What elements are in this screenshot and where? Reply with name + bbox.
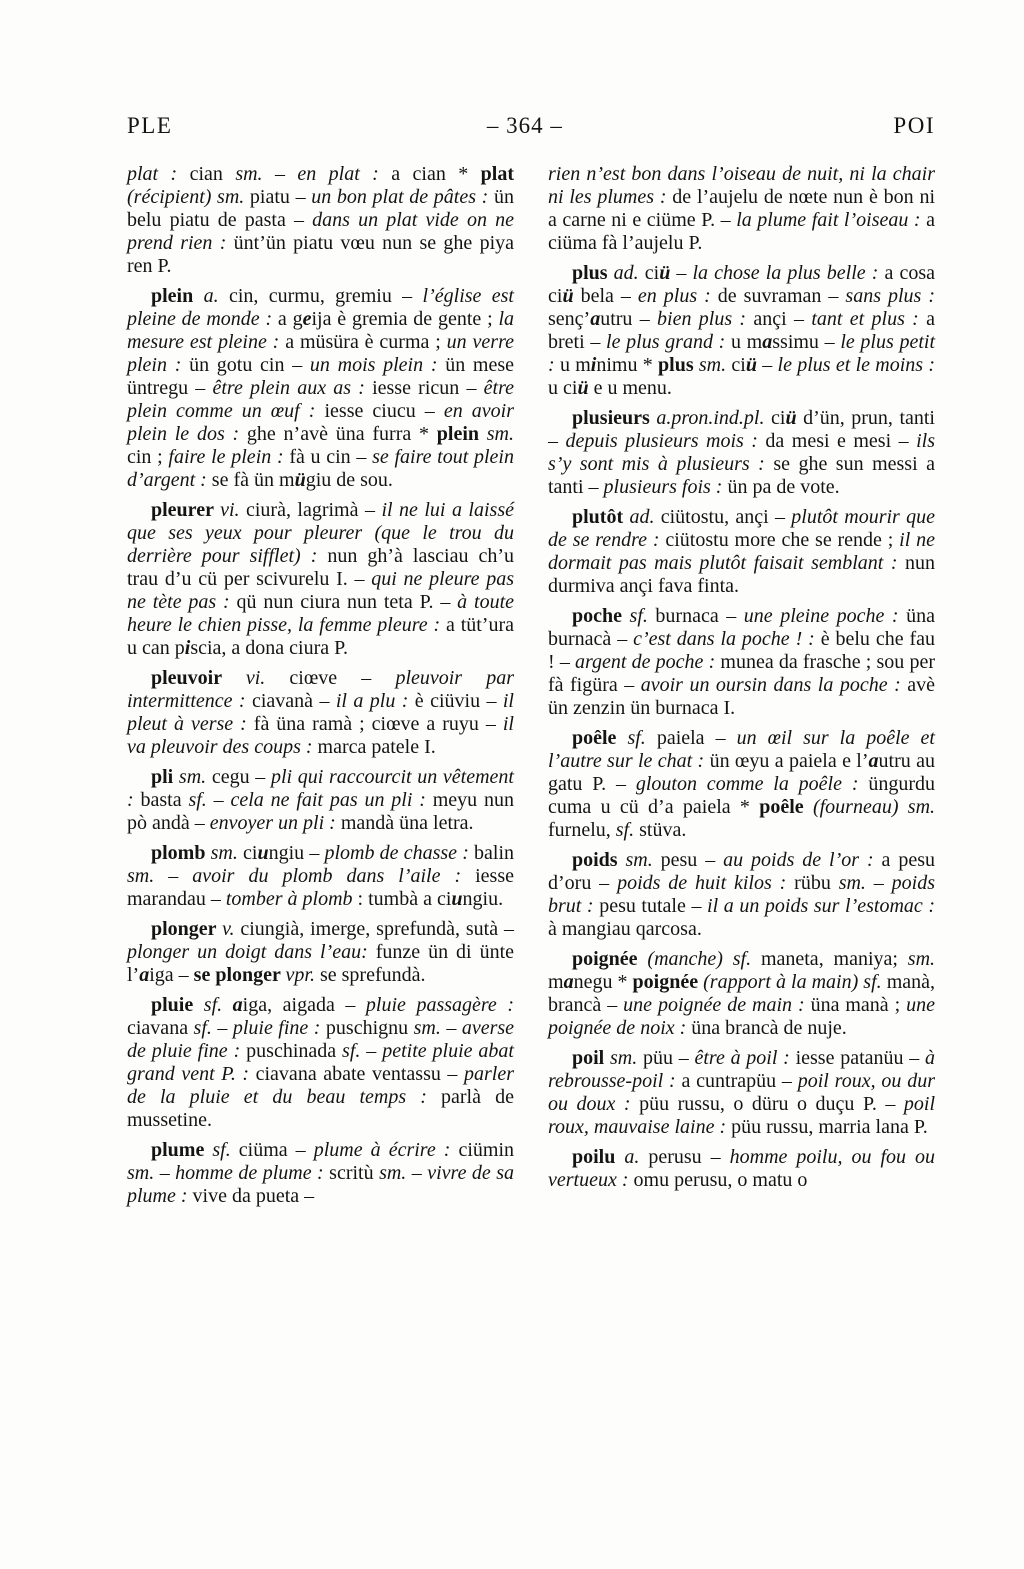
regular-text: ciavana [127,1017,194,1039]
italic-phrase: sans plus : [845,285,935,307]
regular-text: ciavanà – [251,690,336,712]
italic-phrase: dans un plat vide on ne prend rien : [127,209,514,254]
regular-text: avè ün zenzin ün burnaca I. [548,674,935,719]
regular-text: m [548,971,564,993]
stress-letter: i [184,637,191,659]
regular-text: – [360,1040,383,1062]
regular-text: nimu * [596,354,659,376]
italic-phrase: un œil sur la poêle et l’autre sur le chat : [548,727,935,772]
italic-phrase: sm. [907,948,936,970]
headword: poêle [759,796,813,818]
italic-phrase: (fourneau) sm. [812,796,936,818]
italic-phrase: le plus et le moins : [777,354,935,376]
regular-text: a g [277,308,303,330]
dictionary-entry [548,407,935,499]
italic-phrase: sm. [127,865,155,887]
regular-text: mandà üna letra. [340,812,474,834]
italic-phrase: plusieurs fois : [603,476,728,498]
regular-text: ciütostu more che se rende ; [665,529,900,551]
italic-phrase: argent de poche : [574,651,721,673]
regular-text: qü nun ciura nun teta P. – [236,591,458,613]
dictionary-entry [127,499,514,660]
stress-letter: a [868,750,879,772]
italic-phrase: sf. [615,819,635,841]
headword: poids [572,849,626,871]
dictionary-entry [127,667,514,759]
headword: pleurer [151,499,221,521]
headword: plein [151,285,204,307]
italic-phrase: sf. [212,1139,231,1161]
italic-phrase: sf. [342,1040,361,1062]
italic-phrase: sm. [838,872,866,894]
regular-text: ciœve – [265,667,396,689]
regular-text: burnaca – [647,605,744,627]
stress-letter: ü [745,354,757,376]
italic-phrase: ad. [629,506,655,528]
italic-phrase: être plein aux as : [212,377,373,399]
regular-text: fà u cin – [289,446,373,468]
italic-phrase: qui ne pleure pas ne tète pas : [127,568,515,613]
stress-letter: a [762,331,773,353]
regular-text: pesu – [652,849,724,871]
regular-text: – [756,354,778,376]
regular-text: manà, brancà – [548,971,936,1016]
dictionary-entry [548,727,935,842]
italic-phrase: sm. [413,1017,441,1039]
italic-phrase: tant et plus : [811,308,927,330]
stress-letter: i [590,354,597,376]
regular-text: ciümin [458,1139,514,1161]
italic-phrase: l’église est pleine de monde : [127,285,514,330]
stress-letter: a [139,964,150,986]
regular-text: ngiu – [268,842,325,864]
right-column [548,163,935,1215]
regular-text: è belu che fau ! – [548,628,936,673]
regular-text: giu de sou. [305,469,393,491]
italic-phrase: petite pluie abat grand vent P. : [127,1040,514,1085]
dictionary-entry [127,766,514,835]
regular-text: püu – [637,1047,695,1069]
italic-phrase: il pleut à verse : [127,690,514,735]
regular-text: nun durmiva ançi fava finta. [548,552,935,597]
italic-phrase: à toute heure le chien pisse, la femme pleure : [127,591,515,636]
headword: plein [436,423,487,445]
regular-text: cin ; [127,446,169,468]
italic-phrase: sm. [379,1162,407,1184]
italic-phrase: un bon plat de pâtes : [311,186,494,208]
regular-text: nun gh’à lasciau ch’u trau d’u cü per scivurelu I. – [127,545,514,590]
stress-letter: ü [562,285,574,307]
regular-text [222,994,233,1016]
italic-phrase: rien n’est bon dans l’oiseau de nuit, ni la chair ni les plumes : [548,163,935,208]
italic-phrase: se faire tout plein d’argent : [127,446,514,491]
italic-phrase: une poignée de main : [623,994,811,1016]
italic-phrase: ad. [613,262,639,284]
headword: poilu [572,1146,625,1168]
italic-phrase: à rebrousse-poil : [548,1047,936,1092]
italic-phrase: être à poil : [694,1047,796,1069]
regular-text: rübu [794,872,839,894]
regular-text: – [865,872,892,894]
dictionary-entry [548,849,935,941]
regular-text: bela – [573,285,638,307]
italic-phrase: la mesure est pleine : [127,308,514,353]
italic-phrase: sm. [210,842,238,864]
regular-text: furnelu, [548,819,616,841]
regular-text: – [154,1162,176,1184]
regular-text: a breti – [548,308,936,353]
headword: plusieurs [572,407,657,429]
regular-text: a cian * [391,163,481,185]
regular-text: u m [559,354,591,376]
regular-text: u m [731,331,763,353]
stress-letter: ü [659,262,671,284]
regular-text: ün mese üntregu – [127,354,515,399]
dictionary-entry [548,163,935,255]
regular-text: : tumbà a ci [352,888,452,910]
italic-phrase: poids brut : [548,872,935,917]
italic-phrase: sf. [629,605,648,627]
stress-letter: ü [294,469,306,491]
italic-phrase: une poignée de noix : [548,994,935,1039]
regular-text: – [154,865,193,887]
regular-text: parlà de mussetine. [127,1086,514,1131]
italic-phrase: sm. [698,354,727,376]
italic-phrase: sm. [486,423,514,445]
italic-phrase: en avoir plein le dos : [127,400,515,445]
regular-text: cegu – [206,766,271,788]
italic-phrase: a. [624,1146,640,1168]
headword: poêle [572,727,628,749]
italic-phrase: vi. [245,667,266,689]
regular-text: omu perusu, o matu o [633,1169,808,1191]
left-column [127,163,514,1215]
headword: poignée [572,948,648,970]
italic-phrase: la plume fait l’oiseau : [736,209,927,231]
italic-phrase: sm. [127,1162,155,1184]
regular-text: meyu nun pò andà – [127,789,514,834]
regular-text: se ghe sun messi a tanti – [548,453,935,498]
regular-text: ija è gremia de gente ; [311,308,499,330]
regular-text: se fà ün m [211,469,295,491]
dictionary-entry [548,1146,935,1192]
regular-text: d’ün, prun, tanti – [548,407,935,452]
italic-phrase: sf. [188,789,207,811]
regular-text: ci [237,842,258,864]
regular-text: scia, a dona ciura P. [190,637,349,659]
italic-phrase: être plein comme un œuf : [127,377,514,422]
regular-text: püu russu, o düru o duçu P. – [639,1093,904,1115]
regular-text: scritù [329,1162,380,1184]
regular-text: iesse ciucu – [324,400,444,422]
italic-phrase: c’est dans la poche ! : [633,628,821,650]
italic-phrase: la chose la plus belle : [692,262,885,284]
regular-text: stüva. [634,819,687,841]
italic-phrase: a. [203,285,219,307]
italic-phrase: homme poilu, ou fou ou vertueux : [548,1146,935,1191]
regular-text: ci [726,354,746,376]
headword: pleuvoir [151,667,246,689]
regular-text: a cosa ci [548,262,935,307]
headword: plume [151,1139,213,1161]
stress-letter: a [563,971,574,993]
italic-phrase: (récipient) sm. [127,186,245,208]
dictionary-entry [127,1139,514,1208]
dictionary-entry [548,605,935,720]
italic-phrase: plomb de chasse : [324,842,475,864]
regular-text: è ciüviu – [414,690,503,712]
dictionary-entry [548,1047,935,1139]
regular-text: senç’ [548,308,591,330]
page-number: – 364 – [486,113,563,138]
header-left-guideword: PLE [127,113,173,138]
italic-phrase: pleuvoir par intermittence : [127,667,514,712]
regular-text: puschinada [246,1040,343,1062]
italic-phrase: plat : [127,163,190,185]
regular-text: iga, aigada – [242,994,366,1016]
italic-phrase: a.pron.ind.pl. [656,407,765,429]
regular-text: üngurdu cuma u cü d’a paiela * [548,773,936,818]
regular-text: paiela – [645,727,737,749]
regular-text: ün belu piatu de pasta – [127,186,514,231]
regular-text: – [440,1017,462,1039]
italic-phrase: parler de la pluie et du beau temps : [127,1063,514,1108]
regular-text: de l’aujelu de nœte nun è bon ni a carne ni e ciüme P. – [548,186,935,231]
dictionary-entry [548,262,935,400]
regular-text: a pesu d’oru – [548,849,935,894]
italic-phrase: plonger un doigt dans l’eau: [127,941,368,963]
italic-phrase: au poids de l’or : [723,849,882,871]
italic-phrase: faire le plein : [168,446,290,468]
italic-phrase: homme de plume : [175,1162,330,1184]
italic-phrase: (rapport à la main) sf. [703,971,882,993]
regular-text: iga – [149,964,194,986]
regular-text: pesu tutale – [599,895,708,917]
italic-phrase: tomber à plomb [225,888,353,910]
italic-phrase: envoyer un pli : [209,812,341,834]
regular-text: ançi – [753,308,812,330]
regular-text: iesse ricun – [372,377,484,399]
headword: se plonger [193,964,286,986]
italic-phrase: avoir un oursin dans la poche : [640,674,908,696]
headword: plat [480,163,515,185]
stress-letter: u [451,888,463,910]
regular-text: iesse marandau – [127,865,514,910]
regular-text: ghe n’avè üna furra * [246,423,437,445]
regular-text: vive da pueta – [192,1185,315,1207]
headword: pli [151,766,179,788]
italic-phrase: le plus petit : [548,331,936,376]
regular-text: ün gotu cin – [189,354,310,376]
regular-text: marca patele I. [317,736,436,758]
regular-text: e u menu. [588,377,672,399]
italic-phrase: sf. [627,727,646,749]
regular-text: da mesi e mesi – [765,430,917,452]
regular-text: ngiu. [462,888,504,910]
dictionary-entry [548,948,935,1040]
italic-phrase: en plat : [297,163,392,185]
italic-phrase: en plus : [637,285,718,307]
italic-phrase: vpr. [285,964,315,986]
italic-phrase: vi. [220,499,240,521]
regular-text: ün pa de vote. [727,476,840,498]
regular-text: ci [638,262,660,284]
regular-text: ssimu – [772,331,841,353]
regular-text: ün œyu a paiela e l’ [709,750,869,772]
italic-phrase: averse de pluie fine : [127,1017,515,1062]
italic-phrase: sf. [203,994,223,1016]
italic-phrase: une pleine poche : [743,605,907,627]
italic-phrase: plutôt mourir que de se rendre : [548,506,936,551]
italic-phrase: il a un poids sur l’estomac : [707,895,936,917]
stress-letter: ü [785,407,797,429]
italic-phrase: pli qui raccourcit un vêtement : [127,766,514,811]
dictionary-entry [127,285,514,492]
stress-letter: e [302,308,312,330]
dictionary-entry [127,842,514,911]
regular-text: ci [764,407,786,429]
italic-phrase: poil roux, ou dur ou doux : [548,1070,935,1115]
regular-text: ciüma – [230,1139,314,1161]
regular-text: maneta, maniya; [751,948,908,970]
italic-phrase: sm. [178,766,207,788]
headword: plutôt [572,506,630,528]
italic-phrase: ils s’y sont mis à plusieurs : [548,430,936,475]
header-right-guideword: POI [893,113,935,138]
italic-phrase: il ne dormait pas mais plutôt faisait semblant : [548,529,935,574]
regular-text: à mangiau qarcosa. [548,918,702,940]
regular-text: – [206,789,231,811]
headword: plus [572,262,614,284]
regular-text: se sprefundà. [314,964,426,986]
regular-text: – [262,163,298,185]
regular-text: üna burnacà – [548,605,935,650]
italic-phrase: il ne lui a laissé que ses yeux pour pleurer (que le trou du derrière pour sifflet) : [127,499,514,567]
regular-text: basta [140,789,189,811]
regular-text: negu * [573,971,633,993]
italic-phrase: poil roux, mauvaise laine : [548,1093,936,1138]
regular-text: perusu – [639,1146,730,1168]
headword: poche [572,605,630,627]
regular-text: üna manà ; [810,994,907,1016]
text-columns [127,163,935,1215]
regular-text: ciungià, imerge, sprefundà, sutà – [234,918,514,940]
italic-phrase: vivre de sa plume : [127,1162,515,1207]
regular-text: üna brancà de nuje. [691,1017,847,1039]
regular-text: cin, curmu, gremiu – [218,285,423,307]
stress-letter: u [257,842,269,864]
italic-phrase: pluie passagère : [365,994,515,1016]
headword: plonger [151,918,223,940]
regular-text: – [670,262,693,284]
regular-text: balin [474,842,515,864]
italic-phrase: sm. [609,1047,638,1069]
italic-phrase: glouton comme la poêle : [635,773,869,795]
stress-letter: ü [577,377,589,399]
regular-text: ciütostu, ançi – [654,506,792,528]
italic-phrase: (manche) sf. [647,948,752,970]
regular-text: a tüt’ura u can p [127,614,515,659]
page-header [127,113,935,139]
stress-letter: a [232,994,243,1016]
italic-phrase: il va pleuvoir des coups : [127,713,514,758]
regular-text: de suvraman – [717,285,846,307]
dictionary-entry [548,506,935,598]
regular-text: a cuntrapüu – [681,1070,798,1092]
regular-text: utru – [600,308,658,330]
regular-text: a müsüra è curma ; [285,331,447,353]
headword: poignée [632,971,704,993]
regular-text: cian [189,163,236,185]
dictionary-entry [127,163,514,278]
regular-text: – [406,1162,428,1184]
regular-text: püu russu, marria lana P. [731,1116,928,1138]
regular-text: munea da frasche ; sou per fà figüra – [548,651,935,696]
regular-text: funze ün di ünte l’ [127,941,514,986]
regular-text: u ci [548,377,578,399]
regular-text: ciavana abate ventassu – [255,1063,464,1085]
italic-phrase: sm. [625,849,653,871]
headword: pluie [151,994,204,1016]
italic-phrase: avoir du plomb dans l’aile : [192,865,476,887]
stress-letter: a [590,308,601,330]
dictionary-entry [127,918,514,987]
italic-phrase: sm. [235,163,263,185]
regular-text: – [211,1017,233,1039]
headword: plomb [151,842,211,864]
italic-phrase: depuis plusieurs mois : [565,430,766,452]
italic-phrase: le plus grand : [606,331,731,353]
regular-text: iesse patanüu – [795,1047,926,1069]
regular-text: ünt’ün piatu vœu nun se ghe piya ren P. [127,232,514,277]
italic-phrase: plume à écrire : [313,1139,459,1161]
regular-text: a ciüma fà l’aujelu P. [548,209,935,254]
regular-text: ciurà, lagrimà – [239,499,382,521]
italic-phrase: il a plu : [335,690,415,712]
dictionary-entry [127,994,514,1132]
regular-text: piatu – [244,186,312,208]
italic-phrase: un verre plein : [127,331,514,376]
headword: plus [658,354,699,376]
regular-text: puschignu [325,1017,414,1039]
italic-phrase: cela ne fait pas un pli : [230,789,433,811]
regular-text: utru au gatu P. – [548,750,935,795]
italic-phrase: v. [222,918,235,940]
italic-phrase: sf. [193,1017,212,1039]
regular-text: fà üna ramà ; ciœve a ruyu – [253,713,503,735]
italic-phrase: un mois plein : [309,354,446,376]
headword: poil [572,1047,610,1069]
italic-phrase: poids de huit kilos : [617,872,795,894]
italic-phrase: bien plus : [657,308,754,330]
italic-phrase: pluie fine : [232,1017,326,1039]
